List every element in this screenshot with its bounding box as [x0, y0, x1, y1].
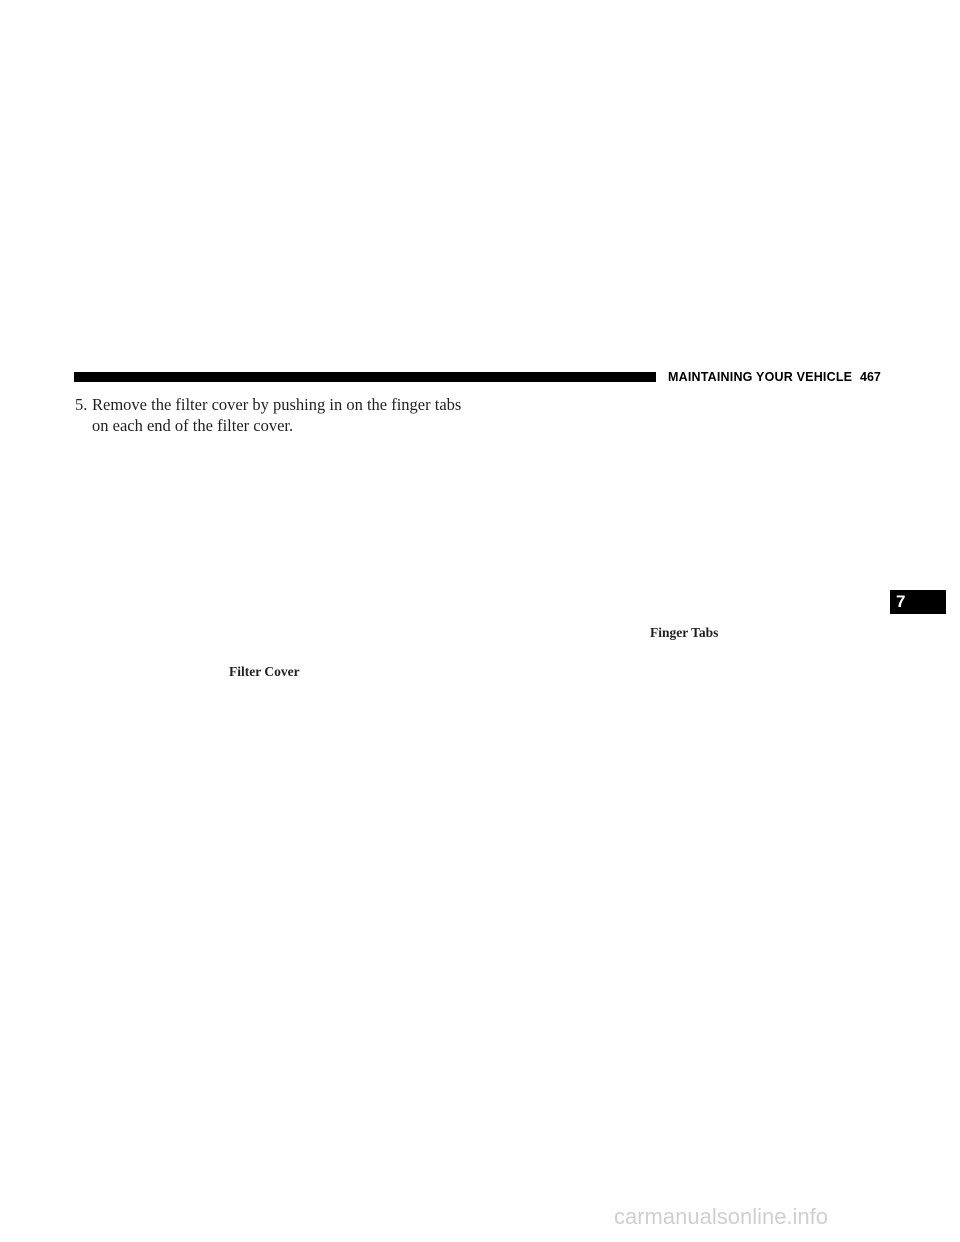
- step-number: 5.: [75, 395, 88, 414]
- header-rule: [74, 372, 656, 382]
- step-text-line2: on each end of the filter cover.: [92, 416, 294, 435]
- chapter-tab-number: 7: [896, 592, 906, 611]
- figure-label-filter-cover: Filter Cover: [229, 664, 300, 679]
- watermark: carmanualsonline.info: [614, 1204, 829, 1229]
- figure-label-finger-tabs: Finger Tabs: [650, 625, 719, 640]
- instruction-step: [75, 394, 495, 436]
- section-title: MAINTAINING YOUR VEHICLE: [668, 370, 853, 384]
- step-text-line1: Remove the filter cover by pushing in on the finger tabs: [92, 395, 462, 414]
- chapter-tab[interactable]: [890, 590, 946, 614]
- page-number: 467: [860, 370, 881, 384]
